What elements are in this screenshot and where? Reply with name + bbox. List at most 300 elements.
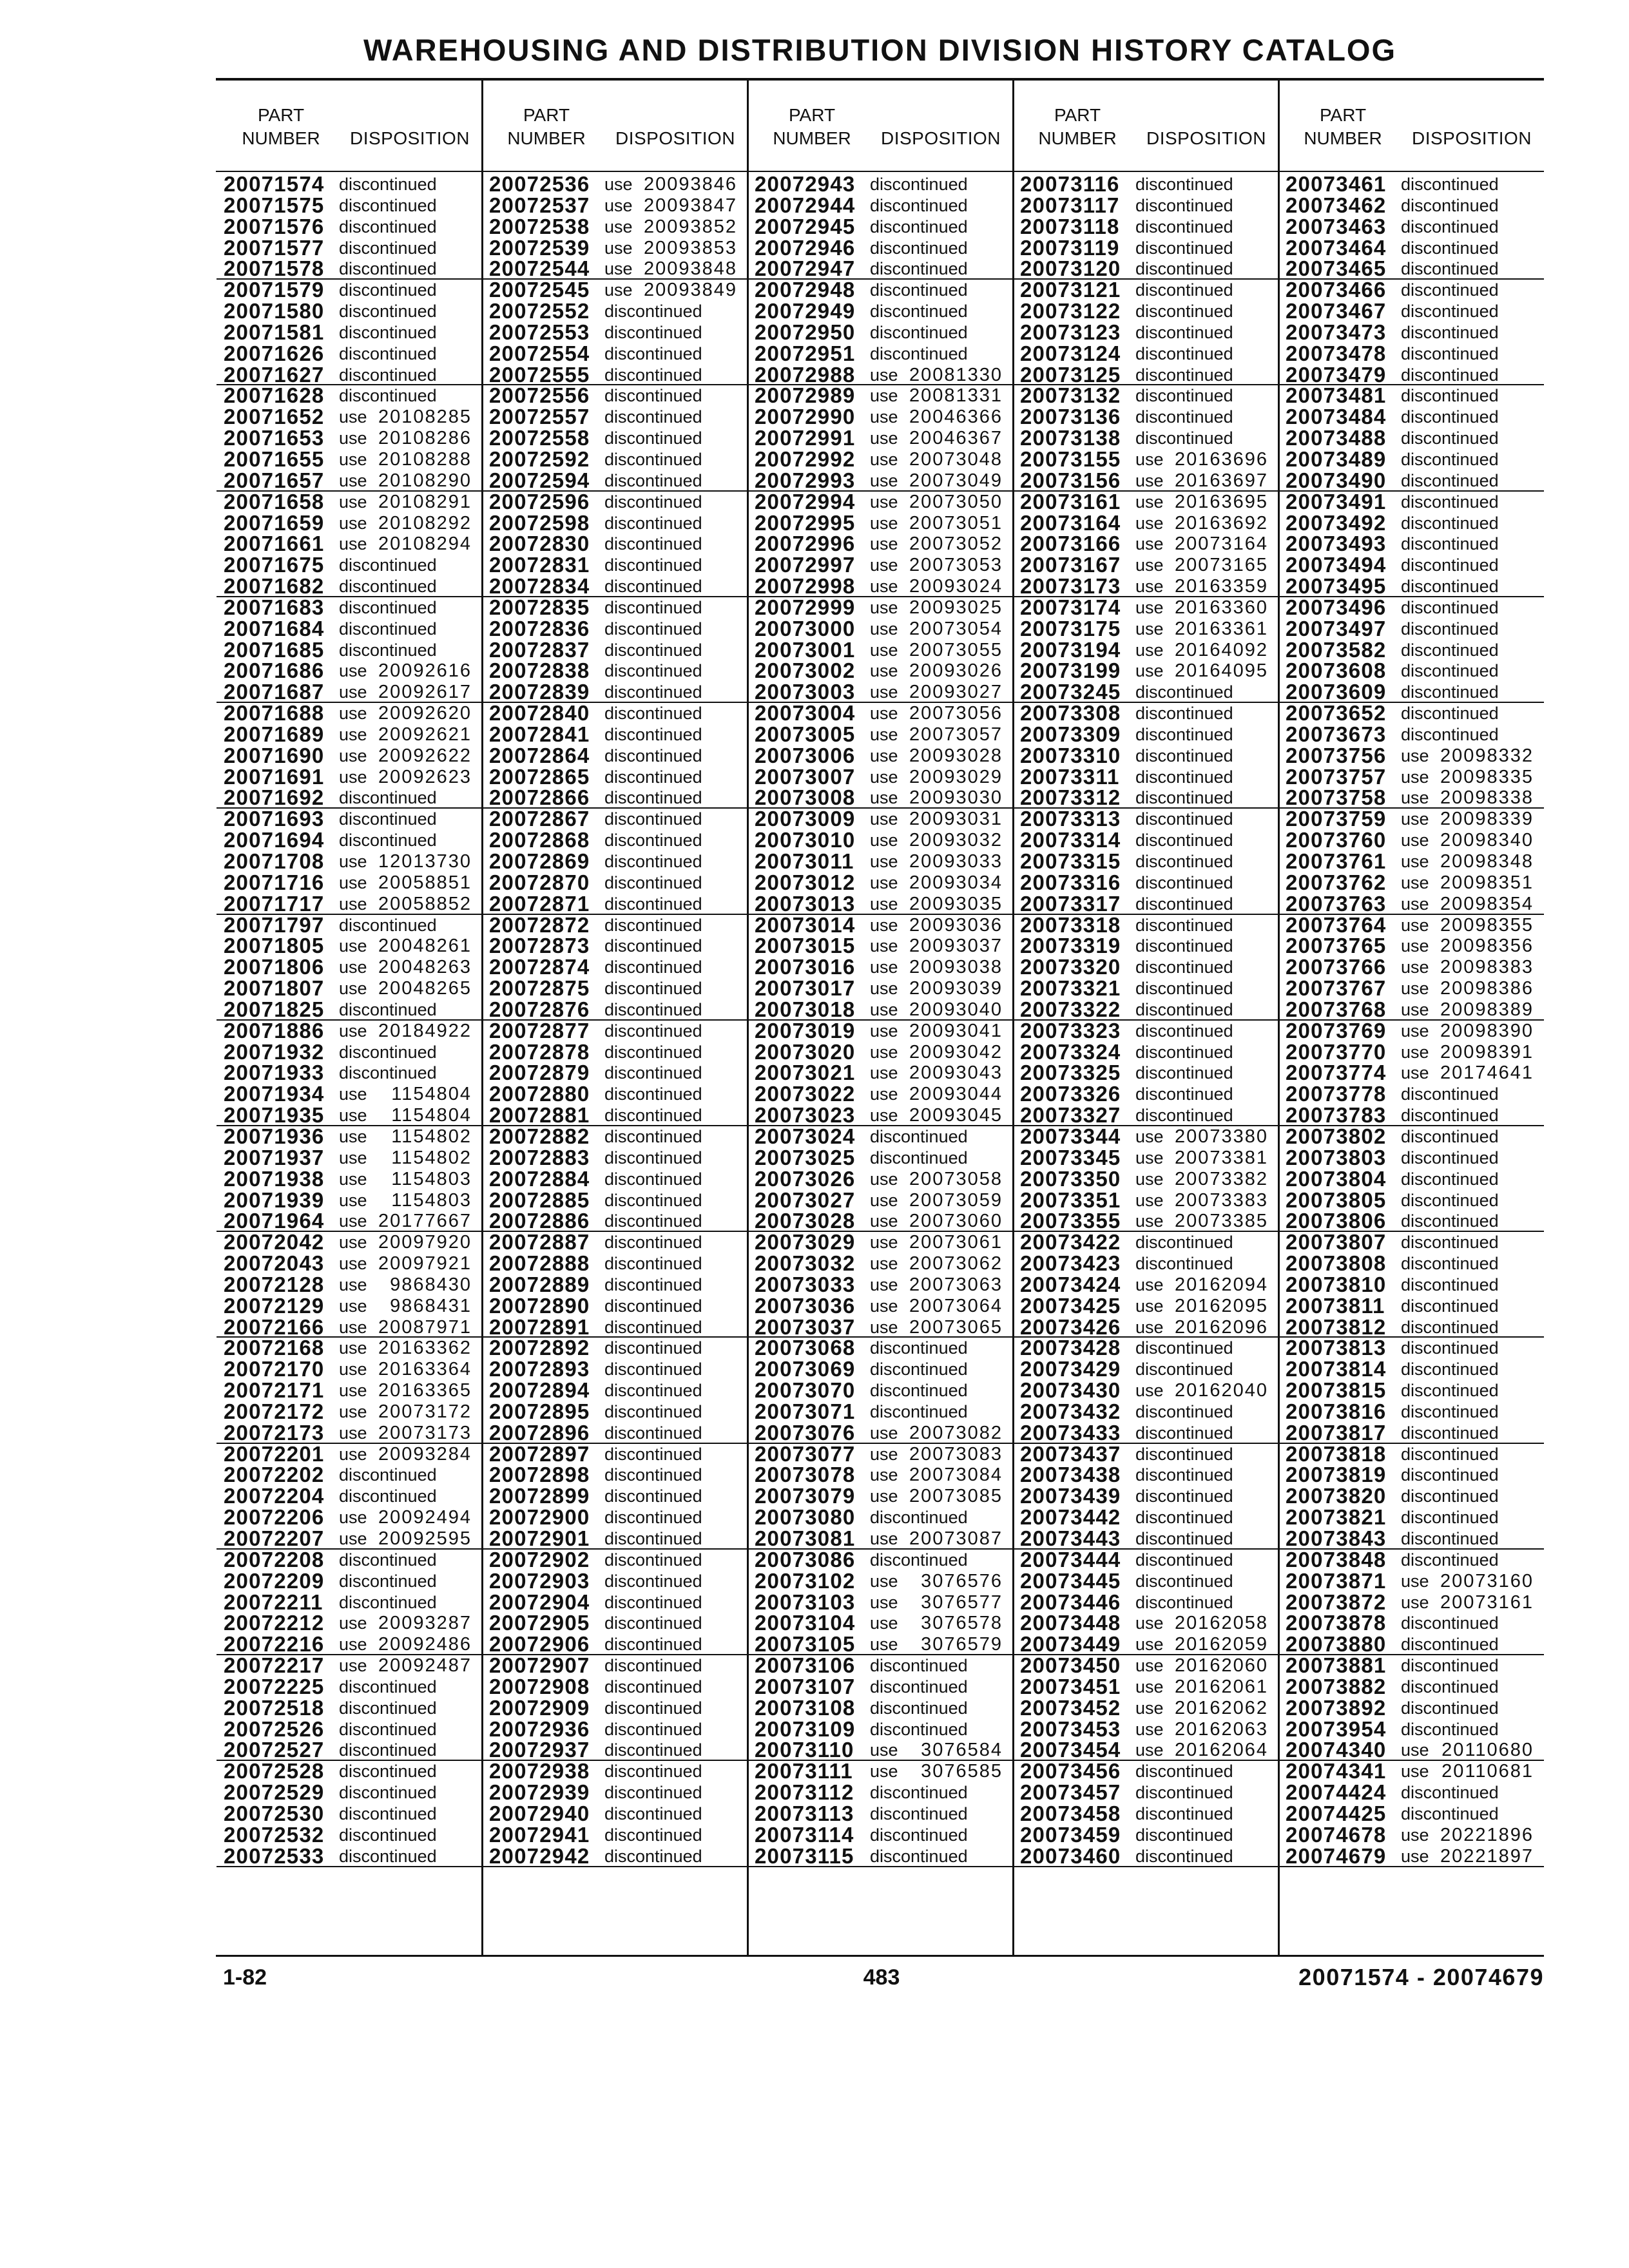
catalog-row (1013, 660, 1278, 682)
part-number: 20072217 (224, 1653, 325, 1678)
disposition-discontinued: discontinued (1135, 1465, 1233, 1485)
part-number: 20073756 (1286, 743, 1387, 767)
catalog-row (1278, 1293, 1544, 1318)
catalog-row (1013, 216, 1278, 238)
catalog-row (747, 322, 1013, 343)
catalog-row (1013, 851, 1278, 872)
catalog-row (747, 1547, 1013, 1571)
disposition-discontinued: discontinued (1401, 1783, 1499, 1803)
part-number: 20071653 (224, 426, 325, 450)
replacement-part-number: 20093041 (909, 1020, 1003, 1041)
part-number: 20071694 (224, 828, 325, 852)
catalog-row (747, 1359, 1013, 1380)
part-number: 20073765 (1286, 934, 1387, 958)
catalog-row (217, 216, 482, 238)
catalog-row (217, 1655, 482, 1677)
catalog-row (1013, 1740, 1278, 1761)
disposition-use: use (339, 449, 367, 469)
disposition-discontinued: discontinued (604, 1148, 702, 1168)
disposition-use: use (339, 1338, 367, 1358)
part-number: 20073070 (755, 1378, 856, 1403)
part-number: 20073009 (755, 807, 856, 831)
catalog-row (747, 1465, 1013, 1486)
catalog-row (217, 258, 482, 280)
catalog-row (217, 1568, 482, 1593)
replacement-part-number: 20162063 (1174, 1718, 1268, 1740)
disposition-use: use (1401, 1021, 1429, 1041)
part-number: 20073759 (1286, 807, 1387, 831)
catalog-row (1013, 1716, 1278, 1741)
part-number: 20071579 (224, 278, 325, 302)
disposition-discontinued: discontinued (870, 1508, 968, 1528)
replacement-part-number: 20093028 (909, 745, 1003, 766)
part-number: 20072937 (489, 1738, 590, 1762)
catalog-row (482, 280, 747, 301)
disposition-use: use (870, 1106, 898, 1126)
catalog-column-4 (1013, 0, 1278, 1955)
disposition-use: use (1135, 1635, 1164, 1655)
disposition-discontinued: discontinued (870, 280, 968, 300)
catalog-row (482, 764, 747, 789)
catalog-row (747, 195, 1013, 216)
part-number: 20072556 (489, 383, 590, 408)
catalog-row (747, 1253, 1013, 1274)
disposition-discontinued: discontinued (604, 386, 702, 406)
part-number: 20072866 (489, 785, 590, 810)
disposition-discontinued: discontinued (1401, 1338, 1499, 1358)
disposition-discontinued: discontinued (604, 999, 702, 1019)
catalog-row (482, 1018, 747, 1043)
disposition-discontinued: discontinued (1135, 999, 1233, 1019)
part-number: 20071932 (224, 1039, 325, 1064)
disposition-use: use (339, 1190, 367, 1210)
catalog-row (1278, 1695, 1544, 1720)
part-number: 20072947 (755, 256, 856, 281)
part-number: 20072538 (489, 214, 590, 238)
catalog-row (217, 362, 482, 387)
catalog-row (482, 533, 747, 555)
part-number: 20073437 (1020, 1441, 1121, 1466)
disposition-discontinued: discontinued (870, 1550, 968, 1570)
disposition-discontinued: discontinued (604, 1317, 702, 1337)
replacement-part-number: 3076576 (921, 1570, 1003, 1591)
disposition-discontinued: discontinued (1135, 1529, 1233, 1548)
part-number: 20073871 (1286, 1568, 1387, 1593)
catalog-row (217, 597, 482, 619)
replacement-part-number: 20098340 (1440, 830, 1534, 851)
catalog-row (1278, 1674, 1544, 1698)
disposition-discontinued: discontinued (604, 1825, 702, 1845)
catalog-row (1013, 1674, 1278, 1698)
disposition-use: use (1401, 957, 1429, 977)
catalog-row (747, 891, 1013, 916)
catalog-row (747, 1062, 1013, 1084)
part-number: 20071628 (224, 383, 325, 408)
part-number: 20073769 (1286, 1018, 1387, 1043)
page-title: WAREHOUSING AND DISTRIBUTION DIVISION HISTORY CATALOG (363, 33, 1397, 67)
disposition-discontinued: discontinued (339, 238, 437, 258)
catalog-row (217, 1613, 482, 1634)
disposition-use: use (870, 1296, 898, 1316)
catalog-row (482, 809, 747, 830)
disposition-discontinued: discontinued (1401, 1360, 1499, 1379)
part-number: 20073245 (1020, 680, 1121, 704)
catalog-row (747, 872, 1013, 894)
disposition-discontinued: discontinued (1401, 1296, 1499, 1316)
disposition-discontinued: discontinued (1135, 852, 1233, 871)
part-number: 20073018 (755, 997, 856, 1021)
catalog-row (482, 174, 747, 195)
part-number: 20073016 (755, 955, 856, 979)
part-number: 20073023 (755, 1103, 856, 1128)
catalog-row (217, 235, 482, 260)
disposition-use: use (339, 1296, 367, 1316)
header-disposition-label: DISPOSITION (1412, 128, 1532, 148)
catalog-row (747, 1507, 1013, 1528)
replacement-part-number: 12013730 (378, 851, 472, 872)
catalog-row (747, 174, 1013, 195)
part-number: 20071964 (224, 1209, 325, 1233)
part-number: 20072592 (489, 447, 590, 471)
part-number: 20073872 (1286, 1590, 1387, 1614)
part-number: 20071575 (224, 193, 325, 217)
part-number: 20073310 (1020, 743, 1121, 767)
disposition-discontinued: discontinued (1401, 1381, 1499, 1401)
disposition-discontinued: discontinued (604, 894, 702, 914)
disposition-use: use (870, 577, 898, 597)
catalog-row (217, 1039, 482, 1064)
disposition-discontinued: discontinued (604, 1254, 702, 1274)
disposition-discontinued: discontinued (870, 302, 968, 322)
catalog-row (1278, 1126, 1544, 1148)
disposition-discontinued: discontinued (339, 640, 437, 660)
disposition-discontinued: discontinued (604, 1803, 702, 1823)
disposition-discontinued: discontinued (1135, 1825, 1233, 1845)
catalog-row (482, 1803, 747, 1825)
disposition-discontinued: discontinued (1135, 767, 1233, 787)
disposition-discontinued: discontinued (604, 1508, 702, 1528)
part-number: 20072998 (755, 574, 856, 599)
part-number: 20072170 (224, 1357, 325, 1381)
part-number: 20073652 (1286, 701, 1387, 726)
catalog-row (747, 1232, 1013, 1253)
disposition-discontinued: discontinued (339, 1042, 437, 1062)
replacement-part-number: 20073052 (909, 533, 1003, 555)
catalog-row (217, 1359, 482, 1380)
disposition-use: use (870, 640, 898, 660)
disposition-discontinued: discontinued (339, 597, 437, 617)
catalog-row (482, 1695, 747, 1720)
disposition-use: use (870, 999, 898, 1019)
part-number: 20073120 (1020, 256, 1121, 281)
part-number: 20073762 (1286, 870, 1387, 894)
part-number: 20071936 (224, 1124, 325, 1148)
disposition-use: use (1401, 1571, 1429, 1591)
disposition-discontinued: discontinued (604, 577, 702, 597)
part-number: 20073351 (1020, 1187, 1121, 1212)
part-number: 20072129 (224, 1293, 325, 1318)
part-number: 20073079 (755, 1484, 856, 1508)
disposition-use: use (339, 1508, 367, 1528)
disposition-use: use (870, 492, 898, 512)
disposition-use: use (339, 661, 367, 681)
disposition-use: use (870, 1571, 898, 1591)
replacement-part-number: 20098356 (1440, 936, 1534, 957)
part-number: 20072552 (489, 299, 590, 323)
part-number: 20073115 (755, 1843, 854, 1868)
part-number: 20073813 (1286, 1336, 1387, 1360)
part-number: 20072204 (224, 1484, 325, 1508)
part-number: 20073766 (1286, 955, 1387, 979)
disposition-discontinued: discontinued (1135, 1401, 1233, 1421)
catalog-row (747, 470, 1013, 492)
catalog-row (217, 891, 482, 916)
catalog-row (1278, 1359, 1544, 1380)
catalog-row (1278, 216, 1544, 238)
part-number: 20072903 (489, 1568, 590, 1593)
disposition-use: use (870, 449, 898, 469)
replacement-part-number: 20093284 (378, 1443, 472, 1465)
part-number: 20073319 (1020, 934, 1121, 958)
replacement-part-number: 20073382 (1174, 1168, 1268, 1189)
part-number: 20073429 (1020, 1357, 1121, 1381)
replacement-part-number: 20108286 (378, 428, 472, 449)
part-number: 20071661 (224, 532, 325, 556)
part-number: 20071659 (224, 510, 325, 535)
disposition-discontinued: discontinued (604, 809, 702, 829)
part-number: 20073820 (1286, 1484, 1387, 1508)
disposition-use: use (339, 1148, 367, 1168)
disposition-use: use (339, 1233, 367, 1253)
part-number: 20071934 (224, 1082, 325, 1106)
disposition-discontinued: discontinued (339, 1698, 437, 1718)
replacement-part-number: 1154803 (391, 1168, 472, 1189)
replacement-part-number: 20073160 (1440, 1570, 1534, 1591)
part-number: 20073106 (755, 1653, 856, 1678)
catalog-row (1278, 428, 1544, 449)
disposition-discontinued: discontinued (604, 1635, 702, 1655)
disposition-discontinued: discontinued (604, 640, 702, 660)
catalog-row (1278, 1613, 1544, 1634)
replacement-part-number: 20098354 (1440, 893, 1534, 914)
replacement-part-number: 20098339 (1440, 809, 1534, 830)
disposition-discontinued: discontinued (604, 1360, 702, 1379)
catalog-row (747, 1592, 1013, 1613)
part-number: 20073164 (1020, 510, 1121, 535)
catalog-row (747, 216, 1013, 238)
part-range: 20071574 - 20074679 (1298, 1964, 1544, 1990)
part-number: 20073025 (755, 1145, 856, 1169)
part-number: 20073118 (1020, 214, 1120, 238)
part-number: 20073763 (1286, 891, 1387, 916)
part-number: 20073453 (1020, 1716, 1121, 1741)
catalog-row (482, 1293, 747, 1318)
disposition-use: use (604, 259, 633, 279)
catalog-row (747, 1338, 1013, 1359)
disposition-use: use (1135, 1190, 1164, 1210)
disposition-discontinued: discontinued (1401, 1677, 1499, 1696)
disposition-discontinued: discontinued (339, 302, 437, 322)
disposition-discontinued: discontinued (1135, 894, 1233, 914)
replacement-part-number: 20073050 (909, 491, 1003, 512)
replacement-part-number: 20093039 (909, 978, 1003, 999)
disposition-discontinued: discontinued (1135, 175, 1233, 194)
catalog-row (482, 1441, 747, 1466)
catalog-row (747, 1293, 1013, 1318)
catalog-row (217, 1761, 482, 1782)
part-number: 20072871 (489, 891, 590, 916)
disposition-discontinued: discontinued (604, 1084, 702, 1104)
disposition-discontinued: discontinued (870, 175, 968, 194)
part-number: 20073032 (755, 1251, 856, 1276)
part-number: 20073811 (1286, 1293, 1385, 1318)
part-number: 20073761 (1286, 849, 1387, 873)
catalog-row (482, 1187, 747, 1212)
replacement-part-number: 20163362 (378, 1338, 472, 1359)
catalog-row (482, 851, 747, 872)
part-number: 20073778 (1286, 1082, 1387, 1106)
replacement-part-number: 20073054 (909, 618, 1003, 639)
catalog-row (217, 174, 482, 195)
catalog-row (482, 1465, 747, 1486)
header-number-label: NUMBER (1038, 128, 1117, 148)
catalog-row (482, 1655, 747, 1677)
part-number: 20073327 (1020, 1103, 1121, 1128)
catalog-row (482, 957, 747, 978)
disposition-discontinued: discontinued (1401, 1126, 1499, 1146)
disposition-discontinued: discontinued (870, 1148, 968, 1168)
replacement-part-number: 20093027 (909, 682, 1003, 703)
part-number: 20073459 (1020, 1822, 1121, 1847)
part-number: 20071691 (224, 764, 325, 789)
part-number: 20073770 (1286, 1039, 1387, 1064)
catalog-row (1013, 1145, 1278, 1169)
catalog-row (1013, 1211, 1278, 1232)
catalog-row (482, 936, 747, 957)
catalog-row (217, 1105, 482, 1126)
part-number: 20072528 (224, 1759, 325, 1783)
disposition-discontinued: discontinued (1401, 302, 1499, 322)
disposition-discontinued: discontinued (870, 1719, 968, 1739)
disposition-use: use (339, 704, 367, 724)
part-number: 20073423 (1020, 1251, 1121, 1276)
catalog-row (217, 385, 482, 407)
part-number: 20073432 (1020, 1399, 1121, 1423)
catalog-row (1013, 1274, 1278, 1296)
catalog-row (482, 637, 747, 662)
disposition-discontinued: discontinued (1401, 1550, 1499, 1570)
catalog-row (747, 830, 1013, 851)
catalog-row (482, 428, 747, 449)
disposition-use: use (1401, 1740, 1429, 1760)
catalog-row (1278, 174, 1544, 195)
catalog-row (747, 1674, 1013, 1698)
part-number: 20072838 (489, 658, 590, 683)
catalog-row (482, 1211, 747, 1232)
part-number: 20072950 (755, 320, 856, 344)
part-number: 20073021 (755, 1061, 856, 1085)
disposition-use: use (870, 555, 898, 575)
part-number: 20071683 (224, 595, 325, 619)
disposition-use: use (1135, 577, 1164, 597)
replacement-part-number: 20073161 (1440, 1591, 1534, 1613)
part-number: 20073497 (1286, 616, 1387, 640)
disposition-discontinued: discontinued (604, 1423, 702, 1443)
replacement-part-number: 20092617 (378, 682, 472, 703)
catalog-row (1278, 851, 1544, 872)
disposition-discontinued: discontinued (339, 577, 437, 597)
disposition-discontinued: discontinued (1401, 1169, 1499, 1189)
disposition-use: use (1401, 936, 1429, 956)
disposition-discontinued: discontinued (604, 597, 702, 617)
catalog-row (217, 1380, 482, 1401)
disposition-use: use (870, 1169, 898, 1189)
catalog-row (747, 1084, 1013, 1105)
part-number: 20073011 (755, 849, 854, 873)
part-number: 20073463 (1286, 214, 1387, 238)
disposition-discontinued: discontinued (1401, 577, 1499, 597)
catalog-column-1 (217, 0, 482, 1955)
part-number: 20072891 (489, 1314, 590, 1339)
part-number: 20071933 (224, 1061, 325, 1085)
part-number: 20073495 (1286, 574, 1387, 599)
catalog-row (1013, 322, 1278, 343)
disposition-use: use (1135, 449, 1164, 469)
catalog-row (747, 449, 1013, 470)
catalog-row (217, 1401, 482, 1423)
disposition-discontinued: discontinued (1135, 1762, 1233, 1782)
disposition-discontinued: discontinued (339, 1719, 437, 1739)
disposition-discontinued: discontinued (604, 1338, 702, 1358)
disposition-discontinued: discontinued (604, 1274, 702, 1294)
catalog-row (1013, 830, 1278, 851)
catalog-row (747, 616, 1013, 640)
part-number: 20073494 (1286, 553, 1387, 577)
column-divider (1012, 81, 1014, 1956)
part-number: 20073843 (1286, 1526, 1387, 1550)
disposition-discontinued: discontinued (1135, 1592, 1233, 1612)
catalog-row (217, 1634, 482, 1655)
replacement-part-number: 20093037 (909, 936, 1003, 957)
catalog-row (482, 343, 747, 365)
catalog-row (747, 1761, 1013, 1782)
catalog-row (482, 385, 747, 407)
catalog-row (217, 1465, 482, 1486)
disposition-discontinued: discontinued (604, 1571, 702, 1591)
disposition-discontinued: discontinued (339, 1803, 437, 1823)
part-number: 20071805 (224, 934, 325, 958)
catalog-row (1278, 1634, 1544, 1655)
part-number: 20072211 (224, 1590, 323, 1614)
disposition-discontinued: discontinued (1401, 322, 1499, 342)
part-number: 20071938 (224, 1166, 325, 1191)
catalog-row (482, 978, 747, 999)
catalog-row (1278, 1380, 1544, 1401)
part-number: 20072945 (755, 214, 856, 238)
replacement-part-number: 20093035 (909, 893, 1003, 914)
replacement-part-number: 20092616 (378, 660, 472, 682)
replacement-part-number: 20098386 (1440, 978, 1534, 999)
catalog-row (1013, 1465, 1278, 1486)
disposition-discontinued: discontinued (1401, 661, 1499, 681)
part-number: 20072996 (755, 532, 856, 556)
part-number: 20073451 (1020, 1674, 1121, 1698)
disposition-discontinued: discontinued (1401, 1465, 1499, 1485)
replacement-part-number: 20093847 (643, 195, 737, 216)
disposition-use: use (1135, 513, 1164, 533)
catalog-row (747, 597, 1013, 619)
part-number: 20072598 (489, 510, 590, 535)
